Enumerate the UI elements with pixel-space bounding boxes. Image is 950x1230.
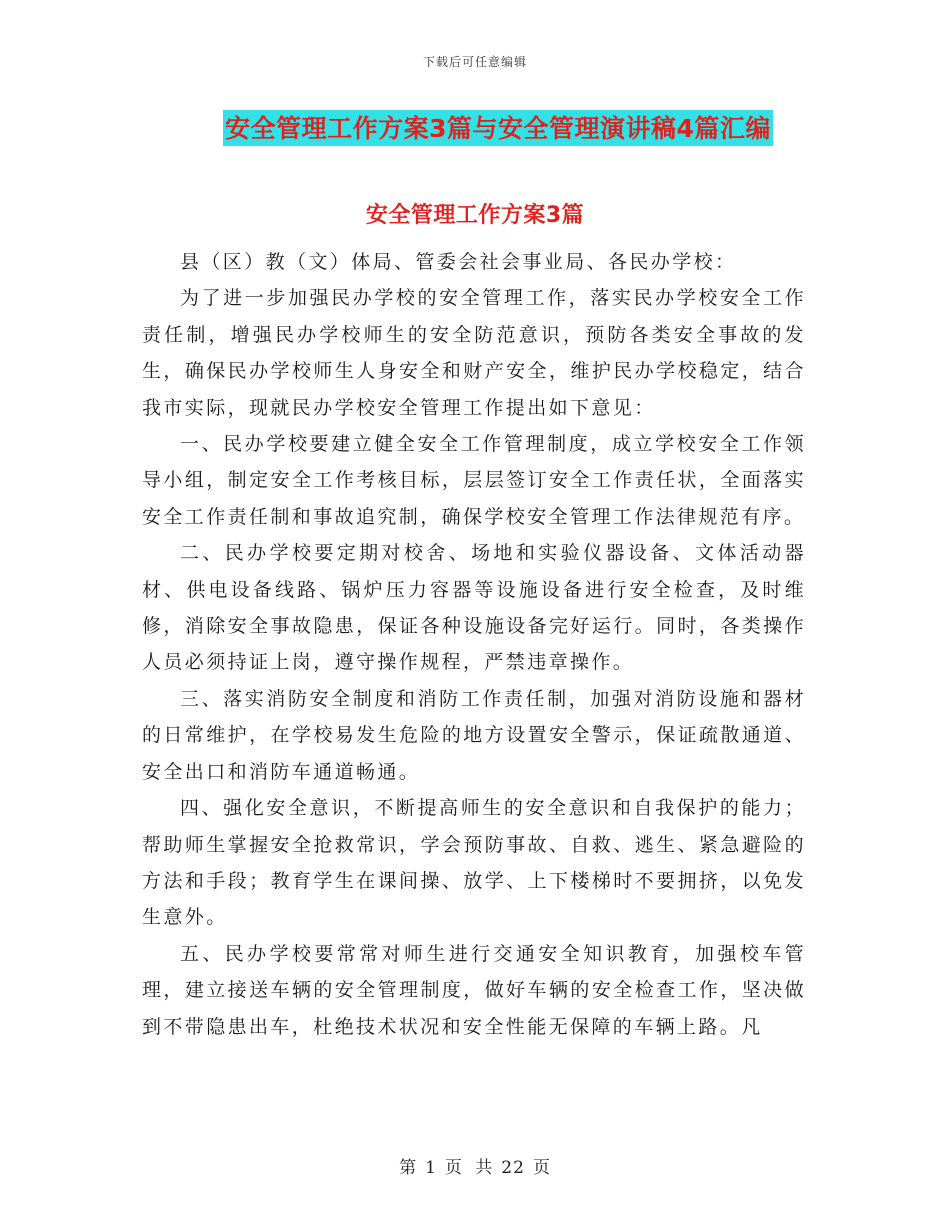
- page-footer: [0, 1153, 950, 1178]
- paragraph-intro: 为了进一步加强民办学校的安全管理工作，落实民办学校安全工作责任制，增强民办学校师生的安全防范意识，预防各类安全事故的发生，确保民办学校师生人身安全和财产安全，维护民办学校稳定，结合我市实际，现就民办学校安全管理工作提出如下意见：: [142, 287, 806, 419]
- document-title-wrap: [0, 110, 950, 146]
- paragraph-item-5: 五、民办学校要常常对师生进行交通安全知识教育，加强校车管理，建立接送车辆的安全管理制度，做好车辆的安全检查工作，坚决做到不带隐患出车，杜绝技术状况和安全性能无保障的车辆上路。凡: [142, 942, 806, 1038]
- paragraph-item-4: 四、强化安全意识，不断提高师生的安全意识和自我保护的能力；帮助师生掌握安全抢救常识，学会预防事故、自救、逃生、紧急避险的方法和手段；教育学生在课间操、放学、上下楼梯时不要拥挤，以免发生意外。: [142, 797, 806, 929]
- footer-page-number: 1: [425, 1158, 437, 1178]
- footer-middle: 页 共: [444, 1158, 494, 1178]
- section-title: 安全管理工作方案3篇: [365, 203, 585, 228]
- header-note: 下载后可任意编辑: [422, 55, 527, 69]
- paragraph-item-2: 二、民办学校要定期对校舍、场地和实验仪器设备、文体活动器材、供电设备线路、锅炉压力容器等设施设备进行安全检查，及时维修，消除安全事故隐患，保证各种设施设备完好运行。同时，各类操作人员必须持证上岗，遵守操作规程，严禁违章操作。: [142, 542, 806, 674]
- footer-suffix: 页: [532, 1158, 551, 1178]
- addressee-line: 县（区）教（文）体局、管委会社会事业局、各民办学校：: [180, 251, 737, 273]
- paragraph-item-1: 一、民办学校要建立健全安全工作管理制度，成立学校安全工作领导小组，制定安全工作考核目标，层层签订安全工作责任状，全面落实安全工作责任制和事故追究制，确保学校安全管理工作法律规范有序。: [142, 433, 806, 528]
- footer-prefix: 第: [399, 1158, 418, 1178]
- document-body: [142, 244, 806, 1045]
- document-title: 安全管理工作方案3篇与安全管理演讲稿4篇汇编: [223, 110, 773, 146]
- paragraph-item-3: 三、落实消防安全制度和消防工作责任制，加强对消防设施和器材的日常维护，在学校易发生危险的地方设置安全警示，保证疏散通道、安全出口和消防车通道畅通。: [142, 687, 806, 783]
- footer-total-pages: 22: [501, 1158, 525, 1178]
